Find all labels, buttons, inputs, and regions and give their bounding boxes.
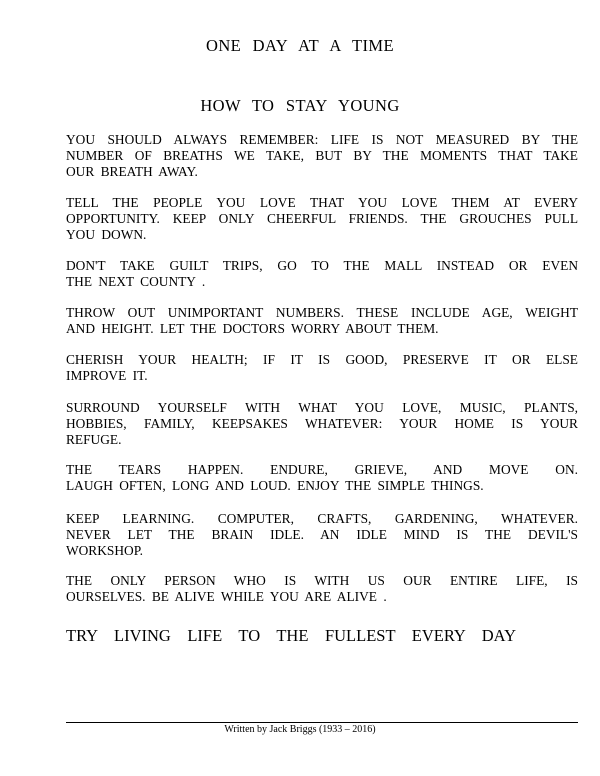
page-subtitle: HOW TO STAY YOUNG: [200, 96, 400, 115]
paragraph-line: NEVER LET THE BRAIN IDLE. AN IDLE MIND IS THE DEVIL'S: [66, 527, 578, 542]
paragraph: [66, 305, 578, 337]
paragraph-line: OURSELVES. BE ALIVE WHILE YOU ARE ALIVE .: [66, 589, 387, 604]
paragraph-line: TELL THE PEOPLE YOU LOVE THAT YOU LOVE THEM AT EVERY: [66, 195, 578, 210]
paragraph-line: THE NEXT COUNTY .: [66, 274, 206, 289]
paragraph-line: KEEP LEARNING. COMPUTER, CRAFTS, GARDENING, WHATEVER.: [66, 511, 578, 526]
paragraph: [66, 573, 578, 605]
page-title: ONE DAY AT A TIME: [206, 36, 394, 55]
footer-divider: [66, 722, 578, 723]
paragraph-line: OUR BREATH AWAY.: [66, 164, 198, 179]
paragraph: [66, 511, 578, 559]
paragraph-line: THE ONLY PERSON WHO IS WITH US OUR ENTIRE LIFE, IS: [66, 573, 578, 588]
paragraph-line: HOBBIES, FAMILY, KEEPSAKES WHATEVER: YOUR HOME IS YOUR: [66, 416, 578, 431]
paragraph-line: YOU DOWN.: [66, 227, 147, 242]
paragraph-line: OPPORTUNITY. KEEP ONLY CHEERFUL FRIENDS. THE GROUCHES PULL: [66, 211, 578, 226]
paragraph: [66, 195, 578, 243]
paragraph-line: YOU SHOULD ALWAYS REMEMBER: LIFE IS NOT MEASURED BY THE: [66, 132, 578, 147]
paragraph-line: LAUGH OFTEN, LONG AND LOUD. ENJOY THE SIMPLE THINGS.: [66, 478, 484, 493]
paragraph-line: CHERISH YOUR HEALTH; IF IT IS GOOD, PRESERVE IT OR ELSE: [66, 352, 578, 367]
footer-credit: Written by Jack Briggs (1933 – 2016): [224, 724, 376, 735]
paragraph-line: SURROUND YOURSELF WITH WHAT YOU LOVE, MUSIC, PLANTS,: [66, 400, 578, 415]
paragraph: [66, 258, 578, 290]
paragraph-line: NUMBER OF BREATHS WE TAKE, BUT BY THE MOMENTS THAT TAKE: [66, 148, 578, 163]
paragraph-line: AND HEIGHT. LET THE DOCTORS WORRY ABOUT THEM.: [66, 321, 439, 336]
closing-line: TRY LIVING LIFE TO THE FULLEST EVERY DAY: [66, 626, 516, 645]
paragraph: [66, 132, 578, 180]
paragraph: [66, 352, 578, 384]
paragraph-line: IMPROVE IT.: [66, 368, 148, 383]
paragraph-line: THE TEARS HAPPEN. ENDURE, GRIEVE, AND MOVE ON.: [66, 462, 578, 477]
paragraph: [66, 400, 578, 448]
paragraph-line: THROW OUT UNIMPORTANT NUMBERS. THESE INCLUDE AGE, WEIGHT: [66, 305, 578, 320]
paragraph-line: WORKSHOP.: [66, 543, 144, 558]
paragraph-line: DON'T TAKE GUILT TRIPS, GO TO THE MALL INSTEAD OR EVEN: [66, 258, 578, 273]
paragraph-line: REFUGE.: [66, 432, 122, 447]
paragraph: [66, 462, 578, 494]
